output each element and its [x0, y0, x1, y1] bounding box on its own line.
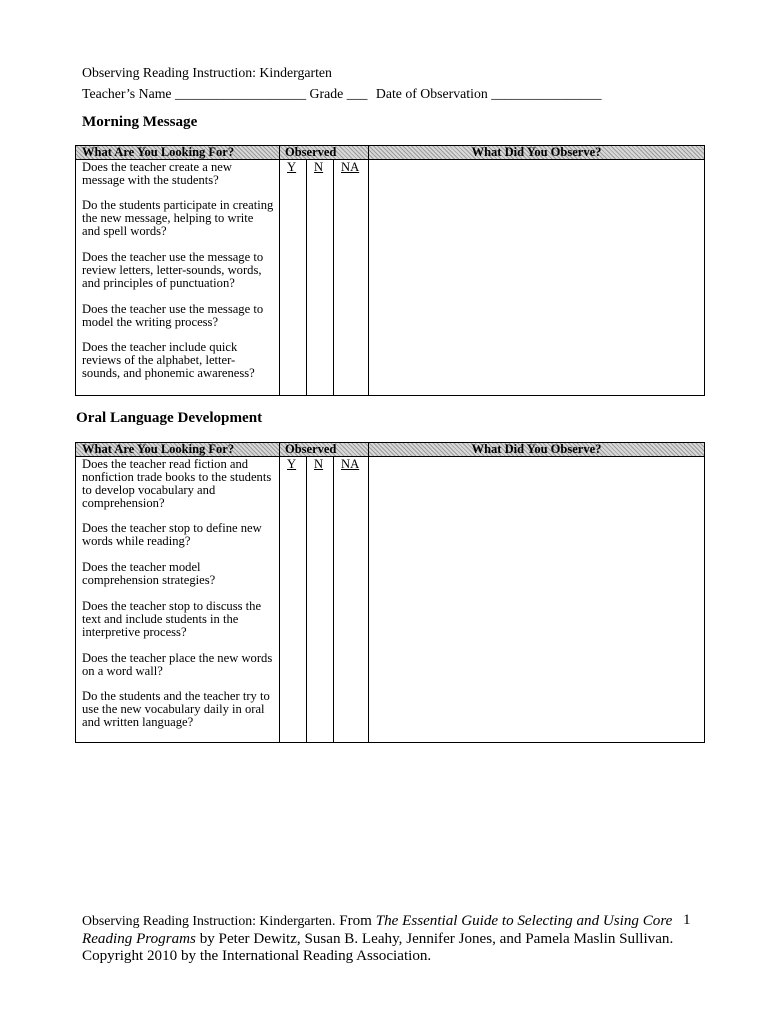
header-what-are-you-looking-for: What Are You Looking For? [82, 442, 235, 456]
observation-info-line [82, 86, 602, 102]
header-what-did-you-observe: What Did You Observe? [471, 145, 602, 159]
column-divider [279, 443, 280, 742]
question-text: Does the teacher create a new message with the students? [82, 160, 232, 187]
question-text: Does the teacher place the new words on a word wall? [82, 651, 273, 678]
teacher-name-blank: ___________________ [175, 86, 307, 101]
table-header-row [76, 146, 704, 160]
observed-option-n: N [314, 160, 324, 174]
header-what-are-you-looking-for: What Are You Looking For? [82, 145, 235, 159]
column-divider [333, 457, 334, 742]
question-text: Does the teacher stop to define new words while reading? [82, 521, 262, 548]
citation-from: From [339, 913, 372, 929]
citation-book-title-part-1: The Essential Guide to Selecting and Using Core [375, 913, 673, 929]
citation-authors: by Peter Dewitz, Susan B. Leahy, Jennifer Jones, and Pamela Maslin Sullivan. [199, 930, 674, 947]
observed-option-na: NA [341, 457, 360, 471]
document-title: Observing Reading Instruction: Kindergarten [82, 65, 332, 80]
column-divider [306, 457, 307, 742]
teacher-name-label: Teacher’s Name [82, 86, 172, 101]
citation-form-name: Observing Reading Instruction: Kindergarten. [82, 913, 336, 928]
grade-blank: ___ [346, 86, 368, 101]
citation-copyright: Copyright 2010 by the International Reading Association. [82, 948, 432, 964]
observed-option-n: N [314, 457, 324, 471]
column-divider [306, 160, 307, 395]
section-title-morning-message: Morning Message [82, 114, 198, 130]
observed-option-y: Y [287, 457, 297, 471]
date-of-observation-label: Date of Observation [375, 86, 488, 101]
oral-language-development-table [75, 442, 705, 743]
question-text: Do the students and the teacher try to use the new vocabulary daily in oral and written language? [82, 689, 270, 729]
question-text: Does the teacher use the message to review letters, letter-sounds, words, and principles of punctuation? [82, 250, 264, 290]
question-text: Do the students participate in creating the new message, helping to write and spell words? [82, 198, 274, 238]
observed-option-y: Y [287, 160, 297, 174]
page-number: 1 [683, 912, 691, 928]
citation-footer [82, 912, 702, 966]
question-text: Does the teacher read fiction and nonfiction trade books to the students to develop vocabulary and comprehension? [82, 457, 272, 510]
header-what-did-you-observe: What Did You Observe? [471, 442, 602, 456]
column-divider [368, 443, 369, 742]
table-header-row [76, 443, 704, 457]
citation-line-1 [82, 912, 702, 931]
grade-label: Grade [309, 86, 344, 101]
header-observed: Observed [285, 145, 337, 159]
question-text: Does the teacher use the message to model the writing process? [82, 302, 264, 329]
header-observed: Observed [285, 442, 337, 456]
section-title-oral-language-development: Oral Language Development [76, 410, 263, 426]
column-divider [368, 146, 369, 395]
question-text: Does the teacher include quick reviews of the alphabet, letter- sounds, and phonemic awareness? [82, 340, 255, 380]
column-divider [333, 160, 334, 395]
date-of-observation-blank: ________________ [491, 86, 602, 101]
observed-option-na: NA [341, 160, 360, 174]
citation-line-2 [82, 931, 702, 949]
question-text: Does the teacher stop to discuss the text and include students in the interpretive process? [82, 599, 262, 639]
question-text: Does the teacher model comprehension strategies? [82, 560, 216, 587]
morning-message-table [75, 145, 705, 396]
citation-book-title-part-2: Reading Programs [82, 930, 196, 947]
column-divider [279, 146, 280, 395]
